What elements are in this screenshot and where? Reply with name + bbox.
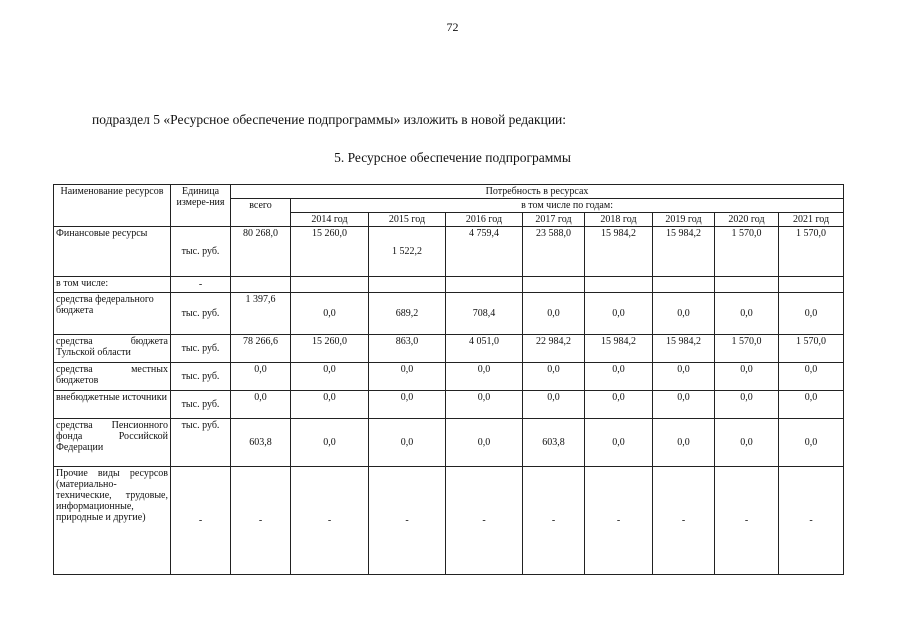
row-unit: тыс. руб. (171, 293, 231, 335)
cell-value: 0,0 (291, 419, 369, 467)
cell-value: 4 051,0 (446, 335, 523, 363)
table-row (54, 277, 844, 293)
cell-value: 0,0 (715, 293, 779, 335)
cell-value: 23 588,0 (523, 227, 585, 277)
cell-value: 0,0 (291, 293, 369, 335)
table-row (54, 467, 844, 575)
cell-value: 0,0 (446, 391, 523, 419)
row-unit: - (171, 277, 231, 293)
table-row (54, 335, 844, 363)
cell-value: 0,0 (369, 391, 446, 419)
cell-value: 0,0 (585, 391, 653, 419)
header-total: всего (231, 199, 291, 227)
cell-value (369, 277, 446, 293)
cell-value: 15 260,0 (291, 227, 369, 277)
cell-value: 0,0 (779, 391, 844, 419)
cell-value: - (446, 467, 523, 575)
table-row (54, 363, 844, 391)
row-name: Финансовые ресурсы (54, 227, 171, 277)
cell-value: 689,2 (369, 293, 446, 335)
cell-total: - (231, 467, 291, 575)
cell-total: 603,8 (231, 419, 291, 467)
row-name: Прочие виды ресурсов (материально-технические, трудовые, информационные, природные и другие) (54, 467, 171, 575)
header-year: 2019 год (653, 213, 715, 227)
header-by-years: в том числе по годам: (291, 199, 844, 213)
cell-total: 80 268,0 (231, 227, 291, 277)
cell-value: 15 984,2 (585, 227, 653, 277)
header-year: 2017 год (523, 213, 585, 227)
cell-value: 4 759,4 (446, 227, 523, 277)
cell-value: 15 984,2 (585, 335, 653, 363)
row-name: средства местных бюджетов (54, 363, 171, 391)
cell-value: 0,0 (446, 363, 523, 391)
cell-value: 0,0 (291, 391, 369, 419)
cell-value: 1 570,0 (715, 335, 779, 363)
cell-value: 0,0 (585, 419, 653, 467)
cell-total (231, 277, 291, 293)
cell-value (523, 277, 585, 293)
section-title: 5. Ресурсное обеспечение подпрограммы (334, 150, 571, 165)
cell-value: 0,0 (653, 363, 715, 391)
row-name: в том числе: (54, 277, 171, 293)
header-name: Наименование ресурсов (54, 185, 171, 227)
cell-value (715, 277, 779, 293)
cell-value: 0,0 (523, 391, 585, 419)
cell-total: 0,0 (231, 391, 291, 419)
row-unit: тыс. руб. (171, 391, 231, 419)
row-name: средства федерального бюджета (54, 293, 171, 335)
cell-value: 15 984,2 (653, 335, 715, 363)
table-row (54, 227, 844, 277)
table-row (54, 419, 844, 467)
cell-value: 0,0 (779, 419, 844, 467)
cell-value: 0,0 (779, 363, 844, 391)
header-year: 2018 год (585, 213, 653, 227)
cell-value: 0,0 (715, 391, 779, 419)
cell-value: 22 984,2 (523, 335, 585, 363)
cell-total: 0,0 (231, 363, 291, 391)
cell-value: 0,0 (369, 419, 446, 467)
cell-value: - (523, 467, 585, 575)
cell-value: - (291, 467, 369, 575)
cell-value: 0,0 (446, 419, 523, 467)
header-year: 2020 год (715, 213, 779, 227)
cell-value (653, 277, 715, 293)
row-unit: - (171, 467, 231, 575)
cell-value: - (369, 467, 446, 575)
cell-value: 0,0 (291, 363, 369, 391)
cell-value: 15 260,0 (291, 335, 369, 363)
cell-value: 0,0 (653, 419, 715, 467)
intro-text: подраздел 5 «Ресурсное обеспечение подпрограммы» изложить в новой редакции: (92, 112, 567, 127)
row-unit: тыс. руб. (171, 419, 231, 467)
cell-value: 0,0 (715, 363, 779, 391)
cell-value: 0,0 (653, 391, 715, 419)
cell-value: 0,0 (523, 293, 585, 335)
cell-value: 1 570,0 (779, 227, 844, 277)
cell-total: 1 397,6 (231, 293, 291, 335)
resources-table (53, 184, 844, 575)
cell-value: 708,4 (446, 293, 523, 335)
cell-value: 0,0 (715, 419, 779, 467)
cell-value: 0,0 (779, 293, 844, 335)
cell-value (291, 277, 369, 293)
cell-value (779, 277, 844, 293)
header-need: Потребность в ресурсах (231, 185, 844, 199)
cell-value: 0,0 (523, 363, 585, 391)
table-row (54, 391, 844, 419)
cell-value: - (715, 467, 779, 575)
row-name: средства бюджета Тульской области (54, 335, 171, 363)
cell-value: 0,0 (653, 293, 715, 335)
row-name: средства Пенсионного фонда Российской Федерации (54, 419, 171, 467)
header-year: 2014 год (291, 213, 369, 227)
cell-value: 1 570,0 (779, 335, 844, 363)
cell-value: 1 570,0 (715, 227, 779, 277)
cell-value: 15 984,2 (653, 227, 715, 277)
cell-value: 1 522,2 (369, 227, 446, 277)
cell-value (446, 277, 523, 293)
cell-value (585, 277, 653, 293)
header-year: 2021 год (779, 213, 844, 227)
cell-value: - (653, 467, 715, 575)
cell-value: 0,0 (585, 363, 653, 391)
row-unit: тыс. руб. (171, 335, 231, 363)
cell-value: 0,0 (585, 293, 653, 335)
cell-total: 78 266,6 (231, 335, 291, 363)
cell-value: 603,8 (523, 419, 585, 467)
page-number: 72 (446, 20, 459, 34)
row-name: внебюджетные источники (54, 391, 171, 419)
cell-value: - (585, 467, 653, 575)
cell-value: - (779, 467, 844, 575)
cell-value: 0,0 (369, 363, 446, 391)
header-year: 2016 год (446, 213, 523, 227)
table-row (54, 293, 844, 335)
header-unit: Единица измере-ния (171, 185, 231, 227)
row-unit: тыс. руб. (171, 363, 231, 391)
header-year: 2015 год (369, 213, 446, 227)
cell-value: 863,0 (369, 335, 446, 363)
row-unit: тыс. руб. (171, 227, 231, 277)
